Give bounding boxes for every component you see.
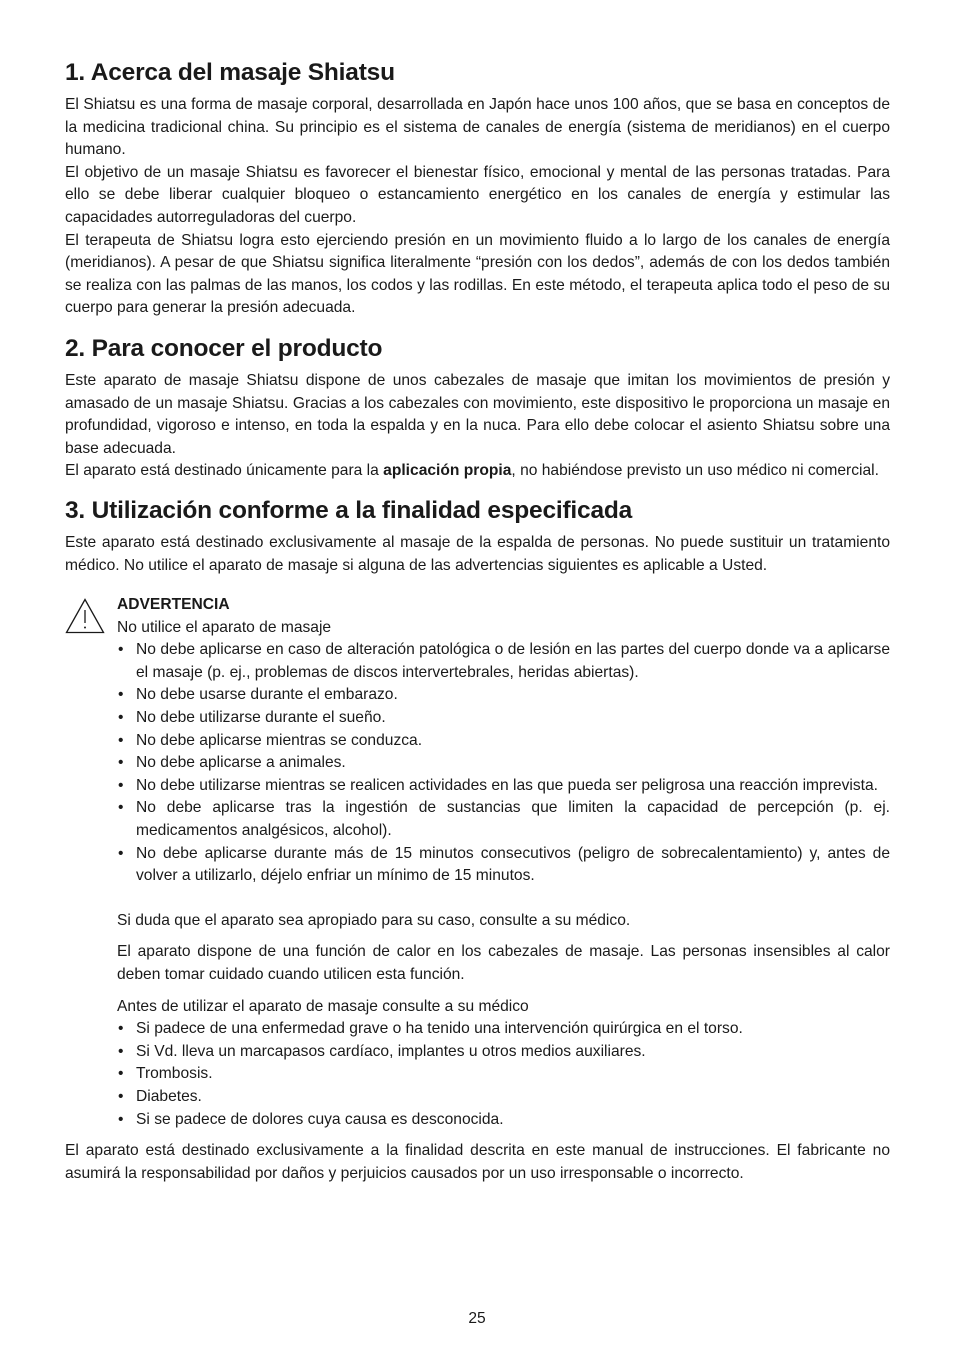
section-1-heading: 1. Acerca del masaje Shiatsu — [65, 59, 395, 86]
list-item: • No debe utilizarse durante el sueño. — [117, 707, 890, 730]
section-product — [65, 334, 890, 483]
list-item: • Si se padece de dolores cuya causa es desconocida. — [117, 1109, 890, 1132]
paragraph: El objetivo de un masaje Shiatsu es favorecer el bienestar físico, emocional y mental de las personas tratadas. Para ello se debe liberar cualquier bloqueo o estancamiento energético en los canales de energía y estimular las capacidades autorreguladoras del cuerpo. — [65, 163, 890, 226]
paragraph: El terapeuta de Shiatsu logra esto ejerciendo presión en un movimiento fluido a lo largo de los canales de energía (meridianos). A pesar de que Shiatsu significa literalmente “presión con los dedos”, además de con los dedos también se realiza con las palmas de las manos, los codos y las rodillas. En este método, el terapeuta aplica todo el peso de su cuerpo para generar la presión adecuada. — [65, 231, 890, 317]
list-item: • No debe aplicarse mientras se conduzca. — [117, 730, 890, 753]
warning-title: ADVERTENCIA — [117, 596, 230, 614]
consult-intro: Antes de utilizar el aparato de masaje consulte a su médico — [117, 997, 529, 1015]
list-item: • Diabetes. — [117, 1086, 890, 1109]
final-paragraph: El aparato está destinado exclusivamente a la finalidad descrita en este manual de instrucciones. El fabricante no asumirá la responsabilidad por daños y perjuicios causados por un uso irresponsable o incorrecto. — [65, 1142, 890, 1182]
paragraph: Este aparato de masaje Shiatsu dispone de unos cabezales de masaje que imitan los movimientos de presión y amasado de un masaje Shiatsu. Gracias a los cabezales con movimiento, este dispositivo le proporciona un masaje en profundidad, vigoroso e intenso, en toda la espalda y en la nuca. Para ello debe colocar el asiento Shiatsu sobre una base adecuada. — [65, 371, 890, 457]
list-item: • Si padece de una enfermedad grave o ha tenido una intervención quirúrgica en el torso. — [117, 1018, 890, 1041]
paragraph: El Shiatsu es una forma de masaje corporal, desarrollada en Japón hace unos 100 años, que se basa en conceptos de la medicina tradicional china. Su principio es el sistema de canales de energía (sistema de meridianos) en el cuerpo humano. — [65, 96, 890, 159]
consult-list — [65, 1018, 890, 1131]
warning-block — [65, 594, 890, 1018]
document-page — [65, 58, 890, 1185]
doubt-note: Si duda que el aparato sea apropiado para su caso, consulte a su médico. — [117, 911, 631, 929]
warning-list — [117, 639, 890, 888]
page-number: 25 — [468, 1310, 486, 1327]
warning-triangle-icon — [65, 598, 105, 634]
text-run: El aparato está destinado únicamente para la — [65, 462, 384, 480]
list-item: • No debe aplicarse en caso de alteración patológica o de lesión en las partes del cuerpo donde va a aplicarse el masaje (p. ej., problemas de discos intervertebrales, heridas abiertas). — [117, 639, 890, 684]
list-item: • Si Vd. lleva un marcapasos cardíaco, implantes u otros medios auxiliares. — [117, 1041, 890, 1064]
paragraph — [65, 460, 890, 483]
warning-intro: No utilice el aparato de masaje — [117, 618, 332, 636]
text-run: , no habiéndose previsto un uso médico ni comercial. — [511, 462, 879, 480]
bold-text: aplicación propia — [383, 462, 512, 480]
paragraph: Este aparato está destinado exclusivamente al masaje de la espalda de personas. No puede sustituir un tratamiento médico. No utilice el aparato de masaje si alguna de las advertencias siguientes es aplicable a Usted. — [65, 533, 890, 574]
list-item: • No debe aplicarse tras la ingestión de sustancias que limiten la capacidad de percepción (p. ej. medicamentos analgésicos, alcohol). — [117, 797, 890, 842]
list-item: • No debe aplicarse durante más de 15 minutos consecutivos (peligro de sobrecalentamiento) y, antes de volver a utilizarlo, déjelo enfriar un mínimo de 15 minutos. — [117, 843, 890, 888]
list-item: • Trombosis. — [117, 1063, 890, 1086]
heat-note: El aparato dispone de una función de calor en los cabezales de masaje. Las personas insensibles al calor deben tomar cuidado cuando utilicen esta función. — [117, 943, 890, 983]
list-item: • No debe aplicarse a animales. — [117, 752, 890, 775]
section-2-heading: 2. Para conocer el producto — [65, 334, 383, 362]
list-item: • No debe usarse durante el embarazo. — [117, 684, 890, 707]
section-about-shiatsu — [65, 58, 890, 320]
section-3-heading: 3. Utilización conforme a la finalidad especificada — [65, 496, 633, 524]
section-intended-use — [65, 496, 890, 1185]
list-item: • No debe utilizarse mientras se realicen actividades en las que pueda ser peligrosa una reacción imprevista. — [117, 775, 890, 798]
